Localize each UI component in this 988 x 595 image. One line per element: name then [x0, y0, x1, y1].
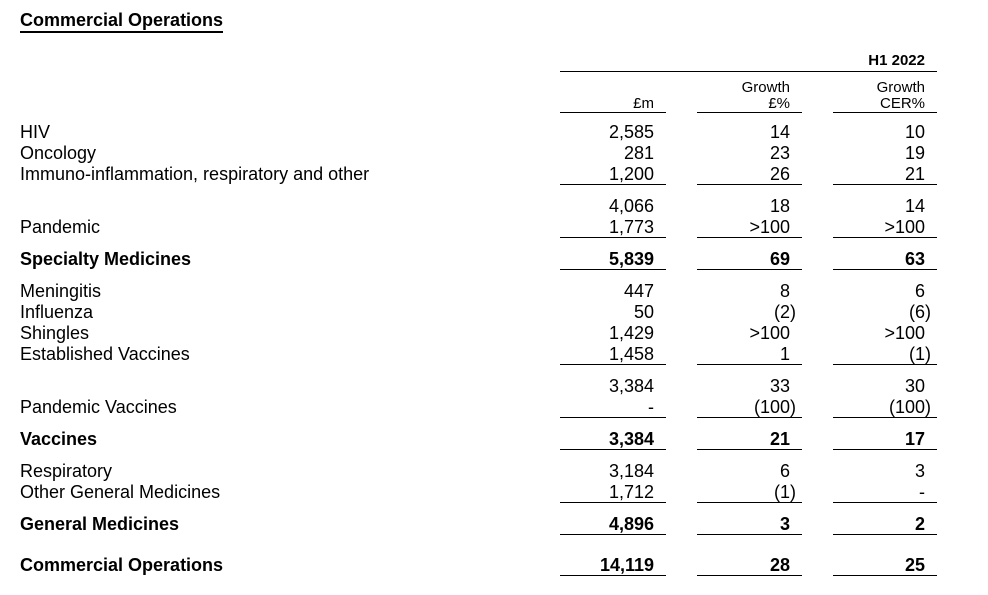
cell-gbp-m: 281	[623, 143, 654, 163]
cell-growth-gbp-pct: 18	[769, 196, 790, 216]
cell-growth-gbp-pct: 26	[697, 164, 802, 185]
table-row	[20, 461, 937, 482]
row-label: Specialty Medicines	[20, 249, 192, 269]
cell-gbp-m: 50	[633, 302, 654, 322]
cell-gbp-m: 4,066	[608, 196, 654, 216]
cell-growth-cer-pct: >100	[884, 323, 925, 343]
row-label: Shingles	[20, 323, 90, 343]
table-row	[20, 164, 937, 185]
table-row	[20, 143, 937, 164]
cell-growth-gbp-pct: 6	[779, 461, 790, 481]
table-row	[20, 555, 937, 576]
cell-growth-gbp-pct: 33	[769, 376, 790, 396]
cell-gbp-m: 3,384	[560, 429, 666, 450]
table-row	[20, 376, 937, 397]
cell-gbp-m: 14,119	[560, 555, 666, 576]
cell-gbp-m: -	[560, 397, 666, 418]
financial-table	[20, 52, 937, 576]
cell-growth-cer-pct: 17	[833, 429, 937, 450]
cell-growth-cer-pct: 19	[904, 143, 925, 163]
row-label: Vaccines	[20, 429, 98, 449]
row-label: Meningitis	[20, 281, 102, 301]
cell-growth-gbp-pct: >100	[749, 323, 790, 343]
row-label: Immuno-inflammation, respiratory and other	[20, 164, 370, 184]
column-header-line2: £%	[768, 95, 790, 112]
cell-gbp-m: 1,429	[608, 323, 654, 343]
cell-growth-gbp-pct: 69	[697, 249, 802, 270]
row-label: Commercial Operations	[20, 555, 224, 575]
cell-gbp-m: 3,384	[608, 376, 654, 396]
cell-growth-cer-pct: >100	[833, 217, 937, 238]
cell-growth-cer-pct: (6)	[909, 302, 931, 322]
cell-gbp-m: 4,896	[560, 514, 666, 535]
cell-growth-gbp-pct: 8	[779, 281, 790, 301]
cell-growth-cer-pct: 3	[914, 461, 925, 481]
column-header-growth-cer	[833, 72, 937, 113]
table-row	[20, 302, 937, 323]
cell-growth-cer-pct: 10	[904, 122, 925, 142]
row-label: Other General Medicines	[20, 482, 221, 502]
cell-growth-gbp-pct: 21	[697, 429, 802, 450]
cell-gbp-m: 1,712	[560, 482, 666, 503]
table-row	[20, 482, 937, 503]
cell-gbp-m: 2,585	[608, 122, 654, 142]
table-row	[20, 249, 937, 270]
period-header: H1 2022	[560, 52, 937, 72]
cell-growth-cer-pct: -	[833, 482, 937, 503]
row-label	[20, 376, 529, 397]
row-label: Pandemic	[20, 217, 101, 237]
cell-growth-cer-pct: 30	[904, 376, 925, 396]
cell-growth-gbp-pct: (100)	[697, 397, 802, 418]
cell-growth-cer-pct: 63	[833, 249, 937, 270]
table-rows	[20, 122, 937, 576]
cell-growth-cer-pct: 2	[833, 514, 937, 535]
row-label: General Medicines	[20, 514, 180, 534]
cell-growth-cer-pct: (100)	[833, 397, 937, 418]
row-label: HIV	[20, 122, 51, 142]
cell-growth-cer-pct: 6	[914, 281, 925, 301]
column-header-gbp-m	[560, 72, 666, 113]
table-row	[20, 217, 937, 238]
table-row	[20, 122, 937, 143]
table-row	[20, 281, 937, 302]
cell-gbp-m: 1,200	[560, 164, 666, 185]
row-label: Established Vaccines	[20, 344, 190, 364]
column-header-row	[20, 72, 937, 113]
cell-gbp-m: 5,839	[560, 249, 666, 270]
row-label: Influenza	[20, 302, 94, 322]
cell-growth-gbp-pct: 23	[769, 143, 790, 163]
cell-growth-cer-pct: 14	[904, 196, 925, 216]
column-header-growth-gbp	[697, 72, 802, 113]
period-header-row	[20, 52, 937, 72]
table-row	[20, 514, 937, 535]
cell-gbp-m: 1,773	[560, 217, 666, 238]
column-header-line1: Growth	[876, 79, 925, 96]
table-row	[20, 196, 937, 217]
table-row	[20, 344, 937, 365]
row-label: Oncology	[20, 143, 97, 163]
table-row	[20, 397, 937, 418]
column-header-line2: CER%	[879, 95, 925, 112]
cell-growth-cer-pct: 21	[833, 164, 937, 185]
cell-growth-gbp-pct: 14	[769, 122, 790, 142]
cell-growth-gbp-pct: (2)	[774, 302, 796, 322]
period-header-spacer	[20, 52, 529, 72]
cell-growth-gbp-pct: 28	[697, 555, 802, 576]
column-header-line2: £m	[633, 95, 654, 112]
row-label: Pandemic Vaccines	[20, 397, 177, 417]
cell-growth-gbp-pct: 3	[697, 514, 802, 535]
cell-growth-gbp-pct: (1)	[697, 482, 802, 503]
cell-gbp-m: 1,458	[560, 344, 666, 365]
cell-growth-gbp-pct: 1	[697, 344, 802, 365]
page-title: Commercial Operations	[20, 10, 223, 33]
cell-growth-cer-pct: (1)	[833, 344, 937, 365]
table-row	[20, 429, 937, 450]
column-header-line1: Growth	[741, 79, 790, 96]
table-row	[20, 323, 937, 344]
cell-growth-gbp-pct: >100	[697, 217, 802, 238]
row-label: Respiratory	[20, 461, 113, 481]
cell-gbp-m: 447	[623, 281, 654, 301]
cell-gbp-m: 3,184	[608, 461, 654, 481]
cell-growth-cer-pct: 25	[833, 555, 937, 576]
row-label	[20, 196, 529, 217]
